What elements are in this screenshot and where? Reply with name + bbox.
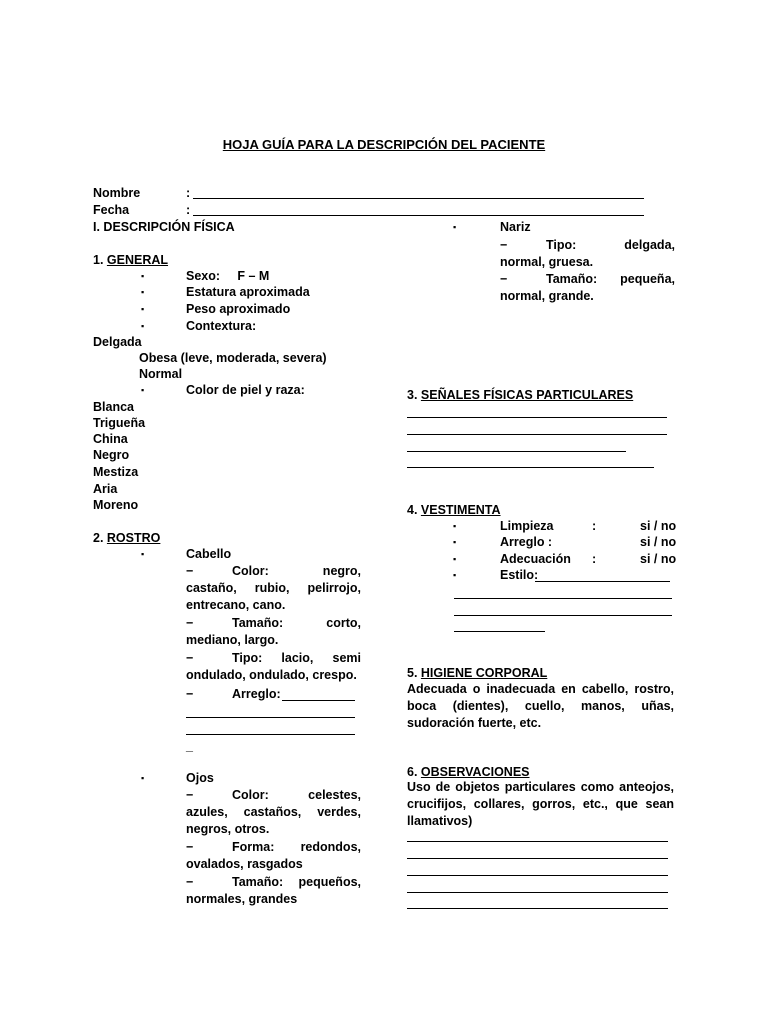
- contextura-normal: Normal: [139, 367, 183, 381]
- general-title: GENERAL: [106, 253, 169, 267]
- cabello-arreglo-label: Arreglo:: [232, 687, 281, 701]
- bullet-icon: ▪: [141, 321, 145, 331]
- vestimenta-heading: [407, 502, 501, 518]
- adecuacion-label: Adecuación: [500, 552, 571, 566]
- senales-heading: [407, 387, 633, 403]
- observaciones-field[interactable]: [407, 875, 668, 876]
- bullet-icon: ▪: [141, 549, 145, 559]
- ojos-label: Ojos: [186, 771, 214, 785]
- cabello-label: Cabello: [186, 547, 232, 561]
- cabello-arreglo-field[interactable]: [186, 734, 355, 735]
- cabello-color: Color: negro, castaño, rubio, pelirrojo, entrecano, cano.: [186, 564, 361, 612]
- dash-icon: −: [186, 875, 194, 889]
- page-title: HOJA GUÍA PARA LA DESCRIPCIÓN DEL PACIENTE: [222, 137, 546, 152]
- raza-item: Moreno: [93, 498, 139, 512]
- rostro-title: ROSTRO: [106, 531, 161, 545]
- bullet-icon: ▪: [141, 773, 145, 783]
- raza-item: Aria: [93, 482, 118, 496]
- senales-title: SEÑALES FÍSICAS PARTICULARES: [420, 388, 634, 402]
- dash-icon: −: [186, 616, 194, 630]
- bullet-icon: ▪: [141, 271, 145, 281]
- dash-icon: −: [500, 238, 508, 252]
- higiene-title: HIGIENE CORPORAL: [420, 666, 548, 680]
- observaciones-number: 6.: [407, 765, 421, 779]
- contextura-item: Contextura:: [186, 319, 257, 333]
- senales-field[interactable]: [407, 467, 654, 468]
- arreglo-label: Arreglo :: [500, 535, 553, 549]
- contextura-delgada: Delgada: [93, 335, 142, 349]
- dash-icon: −: [186, 687, 194, 701]
- observaciones-heading: [407, 764, 530, 780]
- dash-icon: −: [500, 272, 508, 286]
- adecuacion-value[interactable]: si / no: [640, 552, 677, 566]
- higiene-text: Adecuada o inadecuada en cabello, rostro, boca (dientes), cuello, manos, uñas, sudoración fuerte, etc.: [407, 682, 674, 730]
- trailing-underscore: _: [186, 739, 193, 753]
- bullet-icon: ▪: [453, 554, 457, 564]
- nombre-label: Nombre: [93, 186, 141, 200]
- raza-item: Mestiza: [93, 465, 139, 479]
- observaciones-field[interactable]: [407, 858, 668, 859]
- raza-item: Blanca: [93, 400, 134, 414]
- cabello-arreglo-field[interactable]: [282, 700, 355, 701]
- estilo-field[interactable]: [454, 631, 545, 632]
- arreglo-value[interactable]: si / no: [640, 535, 677, 549]
- sexo-item: Sexo: F – M: [186, 269, 270, 283]
- raza-item: Negro: [93, 448, 130, 462]
- section-descripcion-fisica: I. DESCRIPCIÓN FÍSICA: [93, 220, 235, 234]
- bullet-icon: ▪: [453, 521, 457, 531]
- cabello-arreglo-field[interactable]: [186, 717, 355, 718]
- dash-icon: −: [186, 788, 194, 802]
- ojos-color: Color: celestes, azules, castaños, verdes, negros, otros.: [186, 788, 361, 836]
- cabello-tipo: Tipo: lacio, semi ondulado, ondulado, crespo.: [186, 651, 361, 682]
- senales-field[interactable]: [407, 434, 667, 435]
- peso-item: Peso aproximado: [186, 302, 291, 316]
- cabello-tamano: Tamaño: corto, mediano, largo.: [186, 616, 361, 647]
- observaciones-text: Uso de objetos particulares como anteojos, crucifijos, collares, gorros, etc., que sean llamativos): [407, 780, 674, 828]
- bullet-icon: ▪: [141, 304, 145, 314]
- rostro-heading: [93, 530, 160, 546]
- observaciones-title: OBSERVACIONES: [420, 765, 530, 779]
- rostro-number: 2.: [93, 531, 107, 545]
- nariz-tamano: Tamaño: pequeña, normal, grande.: [500, 272, 675, 303]
- color-piel-item: Color de piel y raza:: [186, 383, 305, 397]
- raza-item: Trigueña: [93, 416, 146, 430]
- estilo-field[interactable]: [454, 598, 672, 599]
- bullet-icon: ▪: [141, 385, 145, 395]
- nariz-tipo: Tipo: delgada, normal, gruesa.: [500, 238, 675, 269]
- higiene-number: 5.: [407, 666, 421, 680]
- raza-item: China: [93, 432, 128, 446]
- senales-field[interactable]: [407, 451, 626, 452]
- nombre-field[interactable]: [193, 198, 644, 199]
- senales-number: 3.: [407, 388, 421, 402]
- bullet-icon: ▪: [141, 287, 145, 297]
- vestimenta-number: 4.: [407, 503, 421, 517]
- observaciones-field[interactable]: [407, 841, 668, 842]
- estilo-label: Estilo:: [500, 568, 539, 582]
- adecuacion-colon: :: [592, 552, 597, 566]
- contextura-obesa: Obesa (leve, moderada, severa): [139, 351, 327, 365]
- bullet-icon: ▪: [453, 222, 457, 232]
- nariz-label: Nariz: [500, 220, 531, 234]
- observaciones-field[interactable]: [407, 908, 668, 909]
- ojos-forma: Forma: redondos, ovalados, rasgados: [186, 840, 361, 871]
- bullet-icon: ▪: [453, 570, 457, 580]
- vestimenta-title: VESTIMENTA: [420, 503, 501, 517]
- fecha-colon: :: [186, 203, 191, 217]
- estilo-field[interactable]: [535, 581, 670, 582]
- observaciones-field[interactable]: [407, 892, 668, 893]
- fecha-label: Fecha: [93, 203, 130, 217]
- estatura-item: Estatura aproximada: [186, 285, 310, 299]
- higiene-heading: [407, 665, 547, 681]
- dash-icon: −: [186, 840, 194, 854]
- limpieza-colon: :: [592, 519, 597, 533]
- general-heading: [93, 252, 168, 268]
- estilo-field[interactable]: [454, 615, 672, 616]
- limpieza-label: Limpieza: [500, 519, 554, 533]
- general-number: 1.: [93, 253, 107, 267]
- dash-icon: −: [186, 564, 194, 578]
- senales-field[interactable]: [407, 417, 667, 418]
- nombre-colon: :: [186, 186, 191, 200]
- bullet-icon: ▪: [453, 537, 457, 547]
- ojos-tamano: Tamaño: pequeños, normales, grandes: [186, 875, 361, 906]
- limpieza-value[interactable]: si / no: [640, 519, 677, 533]
- fecha-field[interactable]: [193, 215, 644, 216]
- dash-icon: −: [186, 651, 194, 665]
